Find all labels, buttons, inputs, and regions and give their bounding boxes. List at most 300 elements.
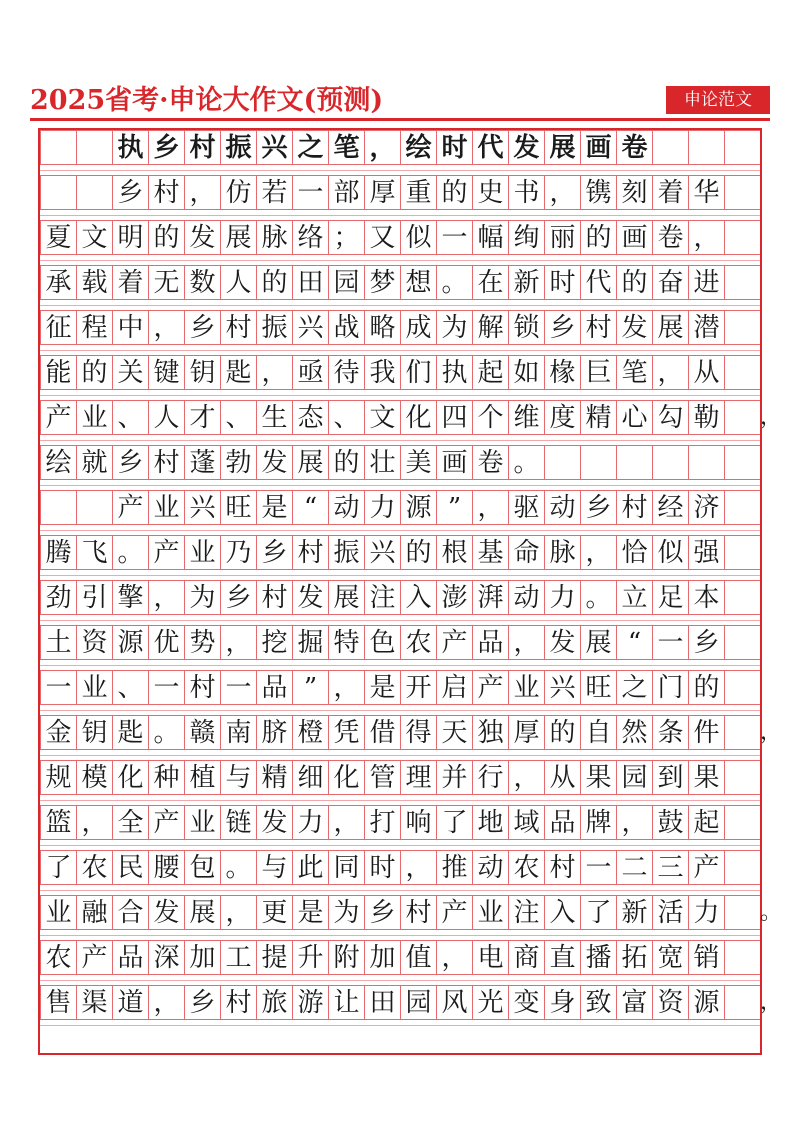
grid-cell: 。 [220, 850, 256, 885]
grid-cell [724, 760, 760, 795]
grid-cell: ， [220, 625, 256, 660]
grid-cell: ， [688, 220, 724, 255]
grid-cell: 卷 [652, 220, 688, 255]
grid-cell: 生 [256, 400, 292, 435]
grid-cell: 产 [148, 535, 184, 570]
grid-cell: 村 [220, 985, 256, 1020]
margin-punctuation: ， [760, 405, 783, 430]
grid-cell: 、 [112, 400, 148, 435]
grid-cell: 略 [364, 310, 400, 345]
row-gap-rule [40, 305, 760, 306]
grid-cell: 产 [112, 490, 148, 525]
essay-line [40, 985, 783, 1020]
grid-cell: 幅 [472, 220, 508, 255]
grid-cell: 若 [256, 175, 292, 210]
grid-cell: 擎 [112, 580, 148, 615]
grid-cell: 时 [364, 850, 400, 885]
grid-cell: 注 [364, 580, 400, 615]
grid-cell [724, 220, 760, 255]
grid-cell: 乡 [220, 580, 256, 615]
grid-cell: 程 [76, 310, 112, 345]
category-tag: 申论范文 [666, 86, 770, 114]
grid-cell: 匙 [112, 715, 148, 750]
grid-cell: 动 [472, 850, 508, 885]
grid-cell: 钥 [76, 715, 112, 750]
grid-cell: 一 [580, 850, 616, 885]
grid-cell: 植 [184, 760, 220, 795]
grid-cell: 展 [220, 220, 256, 255]
grid-cell: 画 [580, 130, 616, 165]
grid-cell: 村 [184, 130, 220, 165]
grid-cell: 的 [328, 445, 364, 480]
grid-cell: 兴 [292, 310, 328, 345]
grid-cell: 农 [400, 625, 436, 660]
grid-cell: 时 [544, 265, 580, 300]
grid-cell: 起 [688, 805, 724, 840]
grid-cell: 乡 [184, 985, 220, 1020]
row-gap-rule [40, 935, 760, 936]
grid-cell: 旺 [220, 490, 256, 525]
grid-cell: 强 [688, 535, 724, 570]
essay-line [40, 355, 760, 390]
grid-cell: 勃 [220, 445, 256, 480]
grid-cell: ， [328, 805, 364, 840]
grid-cell: 乡 [688, 625, 724, 660]
grid-cell: 深 [148, 940, 184, 975]
grid-cell: 数 [184, 265, 220, 300]
grid-cell: 文 [364, 400, 400, 435]
grid-cell: 奋 [652, 265, 688, 300]
grid-cell: 绘 [40, 445, 76, 480]
grid-cell: 成 [400, 310, 436, 345]
grid-cell: 力 [688, 895, 724, 930]
grid-cell: 化 [400, 400, 436, 435]
grid-cell: 恰 [616, 535, 652, 570]
grid-cell: 游 [292, 985, 328, 1020]
grid-cell: 到 [652, 760, 688, 795]
grid-cell: 凭 [328, 715, 364, 750]
row-gap-rule [40, 980, 760, 981]
grid-cell: 农 [40, 940, 76, 975]
grid-cell [580, 445, 616, 480]
grid-cell: ， [544, 175, 580, 210]
grid-cell: 发 [616, 310, 652, 345]
grid-cell: 振 [256, 310, 292, 345]
grid-cell: 与 [220, 760, 256, 795]
grid-cell: 优 [148, 625, 184, 660]
grid-cell: 一 [220, 670, 256, 705]
grid-cell: 似 [652, 535, 688, 570]
grid-cell: 兴 [256, 130, 292, 165]
grid-cell: 果 [688, 760, 724, 795]
grid-cell: 附 [328, 940, 364, 975]
grid-cell: 乡 [544, 310, 580, 345]
row-gap-rule [40, 530, 760, 531]
grid-cell: 民 [112, 850, 148, 885]
grid-cell: 书 [508, 175, 544, 210]
grid-cell [724, 625, 760, 660]
grid-cell: 全 [112, 805, 148, 840]
grid-cell: 想 [400, 265, 436, 300]
grid-cell: 化 [112, 760, 148, 795]
grid-cell: 发 [508, 130, 544, 165]
grid-cell: 镌 [580, 175, 616, 210]
header-divider [30, 118, 770, 121]
grid-cell: 绘 [400, 130, 436, 165]
grid-cell: 厚 [508, 715, 544, 750]
grid-cell: 中 [112, 310, 148, 345]
grid-cell: 色 [364, 625, 400, 660]
row-gap-rule [40, 485, 760, 486]
essay-line [40, 760, 760, 795]
grid-cell: 园 [400, 985, 436, 1020]
grid-cell: 。 [148, 715, 184, 750]
grid-cell: 独 [472, 715, 508, 750]
grid-cell [724, 715, 760, 750]
grid-cell: 为 [328, 895, 364, 930]
grid-cell: 为 [184, 580, 220, 615]
grid-cell: 开 [400, 670, 436, 705]
essay-line [40, 175, 760, 210]
grid-cell: 战 [328, 310, 364, 345]
grid-cell: 济 [688, 490, 724, 525]
grid-cell: 身 [544, 985, 580, 1020]
essay-title-row [40, 130, 760, 165]
grid-cell: 新 [616, 895, 652, 930]
grid-cell: “ [616, 625, 652, 660]
grid-cell: 展 [292, 445, 328, 480]
grid-cell: 件 [688, 715, 724, 750]
row-gap-rule [40, 170, 760, 171]
grid-cell: 一 [40, 670, 76, 705]
grid-cell: 兴 [184, 490, 220, 525]
grid-cell: 业 [184, 535, 220, 570]
grid-cell [544, 445, 580, 480]
grid-cell: 乡 [580, 490, 616, 525]
grid-cell: 腰 [148, 850, 184, 885]
grid-cell: 一 [292, 175, 328, 210]
grid-cell: 行 [472, 760, 508, 795]
grid-cell: ， [508, 760, 544, 795]
grid-cell: 卷 [616, 130, 652, 165]
essay-line [40, 400, 783, 435]
grid-cell: 史 [472, 175, 508, 210]
grid-cell: 之 [616, 670, 652, 705]
grid-cell: 土 [40, 625, 76, 660]
grid-cell: 的 [616, 265, 652, 300]
grid-cell: 注 [508, 895, 544, 930]
grid-cell: 金 [40, 715, 76, 750]
grid-cell [688, 130, 724, 165]
row-gap-rule [40, 845, 760, 846]
grid-cell [616, 445, 652, 480]
grid-cell: 域 [508, 805, 544, 840]
grid-cell: 产 [436, 625, 472, 660]
grid-cell: 的 [76, 355, 112, 390]
grid-cell [40, 175, 76, 210]
essay-line [40, 850, 760, 885]
grid-cell: ， [256, 355, 292, 390]
row-gap-rule [40, 395, 760, 396]
grid-cell: 精 [580, 400, 616, 435]
grid-cell: 村 [256, 580, 292, 615]
grid-cell: 旺 [580, 670, 616, 705]
grid-cell [688, 445, 724, 480]
grid-cell: 品 [544, 805, 580, 840]
grid-cell: 基 [472, 535, 508, 570]
grid-cell: 光 [472, 985, 508, 1020]
grid-cell: 立 [616, 580, 652, 615]
grid-cell: 产 [472, 670, 508, 705]
grid-cell: 乡 [184, 310, 220, 345]
grid-cell: 业 [472, 895, 508, 930]
grid-cell: 在 [472, 265, 508, 300]
grid-cell: 篮 [40, 805, 76, 840]
grid-cell: 绚 [508, 220, 544, 255]
grid-cell: 推 [436, 850, 472, 885]
grid-cell: 产 [436, 895, 472, 930]
essay-line [40, 220, 760, 255]
grid-cell: 三 [652, 850, 688, 885]
grid-cell: 一 [436, 220, 472, 255]
grid-cell: 乡 [256, 535, 292, 570]
row-gap-rule [40, 575, 760, 576]
grid-cell: 起 [472, 355, 508, 390]
grid-cell: 业 [76, 400, 112, 435]
grid-cell: 的 [256, 265, 292, 300]
grid-cell [40, 490, 76, 525]
grid-cell: 力 [544, 580, 580, 615]
grid-cell: 并 [436, 760, 472, 795]
grid-cell: 南 [220, 715, 256, 750]
grid-cell: 键 [148, 355, 184, 390]
grid-cell: 得 [400, 715, 436, 750]
grid-cell: 、 [328, 400, 364, 435]
grid-cell: 售 [40, 985, 76, 1020]
grid-cell: 管 [364, 760, 400, 795]
grid-cell: 似 [400, 220, 436, 255]
grid-cell: 牌 [580, 805, 616, 840]
grid-cell: 地 [472, 805, 508, 840]
grid-cell: 乃 [220, 535, 256, 570]
grid-cell: 乡 [112, 445, 148, 480]
essay-grid [40, 130, 783, 1030]
grid-cell: 展 [328, 580, 364, 615]
grid-cell: 包 [184, 850, 220, 885]
grid-cell: 种 [148, 760, 184, 795]
grid-cell: 村 [616, 490, 652, 525]
grid-cell: 蓬 [184, 445, 220, 480]
grid-cell: 直 [544, 940, 580, 975]
grid-cell: 兴 [364, 535, 400, 570]
grid-cell [76, 130, 112, 165]
grid-cell: 富 [616, 985, 652, 1020]
grid-cell: 村 [148, 445, 184, 480]
grid-cell: 二 [616, 850, 652, 885]
essay-line [40, 445, 760, 480]
grid-cell: 业 [184, 805, 220, 840]
grid-cell: 模 [76, 760, 112, 795]
grid-cell [724, 670, 760, 705]
grid-cell: 品 [256, 670, 292, 705]
grid-cell: 四 [436, 400, 472, 435]
grid-cell: 打 [364, 805, 400, 840]
grid-cell: 代 [580, 265, 616, 300]
grid-cell: 田 [364, 985, 400, 1020]
grid-cell: 播 [580, 940, 616, 975]
essay-line [40, 490, 760, 525]
grid-cell: 源 [400, 490, 436, 525]
grid-cell: 人 [220, 265, 256, 300]
grid-cell [724, 805, 760, 840]
grid-cell: 湃 [472, 580, 508, 615]
grid-cell: 渠 [76, 985, 112, 1020]
grid-cell: ， [652, 355, 688, 390]
row-gap-rule [40, 755, 760, 756]
grid-cell: 我 [364, 355, 400, 390]
grid-cell: 链 [220, 805, 256, 840]
grid-cell: 腾 [40, 535, 76, 570]
grid-cell: 值 [400, 940, 436, 975]
grid-cell: 画 [436, 445, 472, 480]
grid-cell: 特 [328, 625, 364, 660]
grid-cell [76, 175, 112, 210]
grid-cell: ， [184, 175, 220, 210]
grid-cell: ， [76, 805, 112, 840]
grid-cell: 本 [688, 580, 724, 615]
grid-cell: 能 [40, 355, 76, 390]
grid-cell: 驱 [508, 490, 544, 525]
grid-cell: 才 [184, 400, 220, 435]
row-gap-rule [40, 215, 760, 216]
grid-cell: 动 [328, 490, 364, 525]
grid-cell: 升 [292, 940, 328, 975]
grid-cell [652, 445, 688, 480]
grid-cell: 亟 [292, 355, 328, 390]
grid-cell: “ [292, 490, 328, 525]
row-gap-rule [40, 890, 760, 891]
grid-cell: 动 [508, 580, 544, 615]
grid-cell: 勒 [688, 400, 724, 435]
row-gap-rule [40, 800, 760, 801]
grid-cell: 部 [328, 175, 364, 210]
grid-cell: 村 [220, 310, 256, 345]
grid-cell: 园 [616, 760, 652, 795]
document-title: 2025省考·申论大作文(预测) [30, 85, 384, 116]
grid-cell: 天 [436, 715, 472, 750]
grid-cell: 关 [112, 355, 148, 390]
grid-cell: 理 [400, 760, 436, 795]
grid-cell: 门 [652, 670, 688, 705]
grid-cell: ” [436, 490, 472, 525]
grid-cell: 。 [580, 580, 616, 615]
grid-cell: ， [472, 490, 508, 525]
grid-cell: 解 [472, 310, 508, 345]
grid-cell: 劲 [40, 580, 76, 615]
grid-cell: 载 [76, 265, 112, 300]
grid-cell: 变 [508, 985, 544, 1020]
grid-cell: 的 [688, 670, 724, 705]
grid-cell: 产 [688, 850, 724, 885]
grid-cell [724, 310, 760, 345]
grid-cell: 是 [364, 670, 400, 705]
grid-cell: 与 [256, 850, 292, 885]
essay-line [40, 310, 760, 345]
grid-cell: 橙 [292, 715, 328, 750]
grid-cell: 。 [112, 535, 148, 570]
grid-cell: 根 [436, 535, 472, 570]
grid-cell: ， [400, 850, 436, 885]
grid-cell: 发 [256, 445, 292, 480]
grid-cell [40, 130, 76, 165]
grid-cell: 仿 [220, 175, 256, 210]
grid-cell: ， [616, 805, 652, 840]
grid-cell: ， [148, 310, 184, 345]
grid-cell: 是 [292, 895, 328, 930]
grid-cell: 锁 [508, 310, 544, 345]
grid-cell: 的 [580, 220, 616, 255]
grid-cell: 产 [40, 400, 76, 435]
grid-cell: 澎 [436, 580, 472, 615]
grid-cell: 勾 [652, 400, 688, 435]
grid-cell: 村 [184, 670, 220, 705]
grid-cell: 动 [544, 490, 580, 525]
grid-cell: 品 [112, 940, 148, 975]
grid-cell: 资 [652, 985, 688, 1020]
grid-cell: 足 [652, 580, 688, 615]
essay-line [40, 715, 783, 750]
grid-cell: 命 [508, 535, 544, 570]
grid-cell: 巨 [580, 355, 616, 390]
grid-cell: 工 [220, 940, 256, 975]
grid-cell: 心 [616, 400, 652, 435]
grid-cell: ， [148, 580, 184, 615]
grid-cell: 着 [112, 265, 148, 300]
grid-cell: 待 [328, 355, 364, 390]
grid-cell: 宽 [652, 940, 688, 975]
grid-cell: 村 [292, 535, 328, 570]
grid-cell: 脐 [256, 715, 292, 750]
grid-cell: 文 [76, 220, 112, 255]
row-gap-rule [40, 440, 760, 441]
grid-cell: 细 [292, 760, 328, 795]
grid-cell: ， [328, 670, 364, 705]
grid-cell: 合 [112, 895, 148, 930]
grid-cell [652, 130, 688, 165]
grid-cell: 村 [148, 175, 184, 210]
grid-cell: 旅 [256, 985, 292, 1020]
grid-cell: 人 [148, 400, 184, 435]
grid-cell: 笔 [616, 355, 652, 390]
essay-line [40, 940, 760, 975]
grid-cell: 征 [40, 310, 76, 345]
grid-cell: 村 [400, 895, 436, 930]
grid-cell: 脉 [544, 535, 580, 570]
grid-cell: 展 [652, 310, 688, 345]
grid-cell: 力 [292, 805, 328, 840]
grid-cell: 着 [652, 175, 688, 210]
grid-cell: 果 [580, 760, 616, 795]
row-gap-rule [40, 260, 760, 261]
grid-cell: ， [436, 940, 472, 975]
grid-cell: 执 [436, 355, 472, 390]
grid-cell: 响 [400, 805, 436, 840]
grid-cell: ， [220, 895, 256, 930]
grid-cell: 入 [400, 580, 436, 615]
grid-cell: 经 [652, 490, 688, 525]
grid-cell: 然 [616, 715, 652, 750]
grid-cell: 农 [76, 850, 112, 885]
